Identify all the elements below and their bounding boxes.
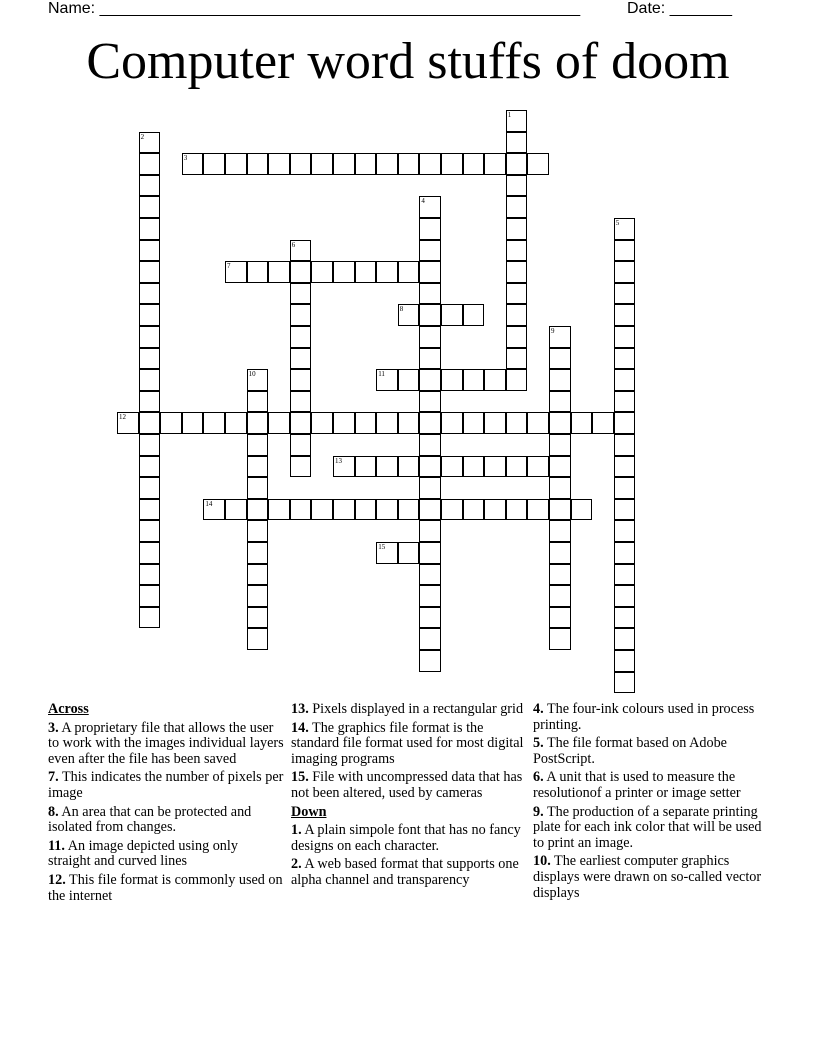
clue-item-text: A proprietary file that allows the user to work with the images individual layers even after the file has been saved xyxy=(48,719,284,767)
crossword-cell[interactable] xyxy=(290,348,312,370)
crossword-cell[interactable] xyxy=(117,412,139,434)
crossword-cell[interactable] xyxy=(247,628,269,650)
crossword-cell[interactable] xyxy=(419,369,441,391)
crossword-cell[interactable] xyxy=(419,240,441,262)
crossword-cell[interactable] xyxy=(247,542,269,564)
crossword-cell[interactable] xyxy=(571,499,593,521)
crossword-cell[interactable] xyxy=(506,412,528,434)
clue-item xyxy=(48,721,284,768)
clue-item-number: 12. xyxy=(48,871,66,888)
crossword-cell[interactable] xyxy=(592,412,614,434)
crossword-cell[interactable] xyxy=(376,456,398,478)
crossword-cell[interactable] xyxy=(398,304,420,326)
crossword-cell[interactable] xyxy=(333,153,355,175)
crossword-cell[interactable] xyxy=(614,499,636,521)
down-heading: Down xyxy=(291,803,327,820)
clue-number: 14 xyxy=(205,499,213,508)
crossword-cell[interactable] xyxy=(463,412,485,434)
crossword-cell[interactable] xyxy=(614,628,636,650)
clue-column-3 xyxy=(533,702,769,904)
crossword-cell[interactable] xyxy=(549,391,571,413)
crossword-cell[interactable] xyxy=(247,412,269,434)
crossword-cell[interactable] xyxy=(463,499,485,521)
crossword-cell[interactable] xyxy=(614,391,636,413)
clue-item-number: 10. xyxy=(533,853,551,870)
crossword-cell[interactable] xyxy=(527,499,549,521)
clue-item-text: The file format based on Adobe PostScript. xyxy=(533,735,727,767)
crossword-cell[interactable] xyxy=(419,607,441,629)
crossword-cell[interactable] xyxy=(268,261,290,283)
crossword-cell[interactable] xyxy=(376,369,398,391)
crossword-cell[interactable] xyxy=(225,499,247,521)
crossword-cell[interactable] xyxy=(160,412,182,434)
clue-number: 11 xyxy=(378,370,385,379)
crossword-cell[interactable] xyxy=(419,326,441,348)
crossword-cell[interactable] xyxy=(398,261,420,283)
crossword-cell[interactable] xyxy=(139,477,161,499)
crossword-cell[interactable] xyxy=(506,304,528,326)
crossword-cell[interactable] xyxy=(355,153,377,175)
crossword-cell[interactable] xyxy=(139,240,161,262)
crossword-cell[interactable] xyxy=(484,369,506,391)
crossword-cell[interactable] xyxy=(441,456,463,478)
crossword-cell[interactable] xyxy=(247,434,269,456)
crossword-cell[interactable] xyxy=(614,477,636,499)
crossword-cell[interactable] xyxy=(614,369,636,391)
crossword-cell[interactable] xyxy=(139,499,161,521)
crossword-cell[interactable] xyxy=(247,456,269,478)
crossword-cell[interactable] xyxy=(419,499,441,521)
crossword-cell[interactable] xyxy=(139,369,161,391)
clue-item-text: File with uncompressed data that has not been altered, used by cameras xyxy=(291,769,523,801)
header-row xyxy=(48,0,748,20)
crossword-cell[interactable] xyxy=(419,304,441,326)
clue-item-number: 5. xyxy=(533,735,544,752)
crossword-cell[interactable] xyxy=(247,585,269,607)
crossword-cell[interactable] xyxy=(333,261,355,283)
crossword-cell[interactable] xyxy=(614,412,636,434)
crossword-cell[interactable] xyxy=(614,564,636,586)
clue-number: 8 xyxy=(399,305,404,314)
clue-item-text: A web based format that supports one alpha channel and transparency xyxy=(291,856,519,888)
crossword-cell[interactable] xyxy=(614,542,636,564)
crossword-cell[interactable] xyxy=(376,153,398,175)
crossword-cell[interactable] xyxy=(398,153,420,175)
crossword-cell[interactable] xyxy=(614,520,636,542)
crossword-cell[interactable] xyxy=(139,304,161,326)
name-field-label[interactable]: Name: ______________________________________________________ xyxy=(48,0,581,17)
crossword-cell[interactable] xyxy=(614,672,636,694)
crossword-cell[interactable] xyxy=(311,412,333,434)
clue-item-text: This indicates the number of pixels per image xyxy=(48,769,284,801)
crossword-cell[interactable] xyxy=(506,175,528,197)
crossword-cell[interactable] xyxy=(506,499,528,521)
clue-number: 9 xyxy=(551,327,555,335)
clue-number: 2 xyxy=(140,132,145,141)
crossword-cell[interactable] xyxy=(419,456,441,478)
crossword-cell[interactable] xyxy=(506,283,528,305)
clue-item-number: 15. xyxy=(291,769,309,786)
crossword-cell[interactable] xyxy=(290,391,312,413)
crossword-cell[interactable] xyxy=(484,412,506,434)
crossword-cell[interactable] xyxy=(419,348,441,370)
crossword-cell[interactable] xyxy=(311,499,333,521)
crossword-cell[interactable] xyxy=(419,391,441,413)
crossword-cell[interactable] xyxy=(247,499,269,521)
clue-item xyxy=(533,702,769,733)
crossword-cell[interactable] xyxy=(614,326,636,348)
crossword-cell[interactable] xyxy=(247,477,269,499)
crossword-cell[interactable] xyxy=(506,348,528,370)
crossword-cell[interactable] xyxy=(290,456,312,478)
crossword-cell[interactable] xyxy=(419,585,441,607)
crossword-cell[interactable] xyxy=(139,456,161,478)
crossword-cell[interactable] xyxy=(441,304,463,326)
crossword-cell[interactable] xyxy=(290,369,312,391)
crossword-cell[interactable] xyxy=(139,542,161,564)
crossword-cell[interactable] xyxy=(419,564,441,586)
crossword-cell[interactable] xyxy=(139,153,161,175)
crossword-cell[interactable] xyxy=(441,369,463,391)
crossword-cell[interactable] xyxy=(225,412,247,434)
crossword-cell[interactable] xyxy=(419,283,441,305)
clue-item-text: An area that can be protected and isolated from changes. xyxy=(48,803,252,836)
crossword-cell[interactable] xyxy=(549,477,571,499)
crossword-cell[interactable] xyxy=(139,326,161,348)
crossword-cell[interactable] xyxy=(333,499,355,521)
clue-item-text: The graphics file format is the standard file format used for most digital imaging programs xyxy=(291,719,524,767)
crossword-cell[interactable] xyxy=(376,412,398,434)
date-field-label[interactable]: Date: _______ xyxy=(627,0,732,17)
clue-item-text: Pixels displayed in a rectangular grid xyxy=(312,701,524,717)
clue-number: 13 xyxy=(335,456,342,465)
crossword-cell[interactable] xyxy=(549,607,571,629)
crossword-cell[interactable] xyxy=(333,412,355,434)
crossword-cell[interactable] xyxy=(139,434,161,456)
clue-number: 7 xyxy=(227,262,231,271)
crossword-cell[interactable] xyxy=(139,261,161,283)
crossword-cell[interactable] xyxy=(290,240,312,262)
crossword-cell[interactable] xyxy=(549,434,571,456)
page-title: Computer word stuffs of doom xyxy=(86,33,730,90)
crossword-cell[interactable] xyxy=(290,434,312,456)
crossword-cell[interactable] xyxy=(441,412,463,434)
crossword-cell[interactable] xyxy=(549,628,571,650)
crossword-cell[interactable] xyxy=(614,348,636,370)
crossword-cell[interactable] xyxy=(268,153,290,175)
crossword-cell[interactable] xyxy=(355,499,377,521)
crossword-cell[interactable] xyxy=(290,499,312,521)
crossword-cell[interactable] xyxy=(247,369,269,391)
clue-item-number: 9. xyxy=(533,803,544,820)
crossword-cell[interactable] xyxy=(441,153,463,175)
crossword-cell[interactable] xyxy=(506,153,528,175)
crossword-cell[interactable] xyxy=(268,412,290,434)
clue-item xyxy=(48,805,284,836)
crossword-cell[interactable] xyxy=(419,628,441,650)
clue-item-text: A unit that is used to measure the resolutionof a printer or image setter xyxy=(533,769,741,801)
crossword-cell[interactable] xyxy=(355,261,377,283)
crossword-cell[interactable] xyxy=(311,153,333,175)
crossword-cell[interactable] xyxy=(376,261,398,283)
crossword-cell[interactable] xyxy=(139,564,161,586)
crossword-cell[interactable] xyxy=(355,412,377,434)
crossword-cell[interactable] xyxy=(139,283,161,305)
clue-item-text: An image depicted using only straight and curved lines xyxy=(48,837,238,870)
crossword-cell[interactable] xyxy=(333,456,355,478)
clue-number: 15 xyxy=(378,543,386,551)
crossword-cell[interactable] xyxy=(203,412,225,434)
clue-item-text: This file format is commonly used on the internet xyxy=(48,871,283,904)
crossword-cell[interactable] xyxy=(139,391,161,413)
crossword-cell[interactable] xyxy=(506,240,528,262)
crossword-cell[interactable] xyxy=(506,132,528,154)
crossword-cell[interactable] xyxy=(419,434,441,456)
crossword-cell[interactable] xyxy=(614,283,636,305)
crossword-cell[interactable] xyxy=(290,326,312,348)
crossword-cell[interactable] xyxy=(355,456,377,478)
crossword-cell[interactable] xyxy=(506,110,528,132)
crossword-cell[interactable] xyxy=(527,153,549,175)
clue-item-number: 8. xyxy=(48,803,59,820)
clue-item xyxy=(48,770,284,801)
crossword-cell[interactable] xyxy=(506,456,528,478)
crossword-cell[interactable] xyxy=(290,153,312,175)
crossword-cell[interactable] xyxy=(376,499,398,521)
crossword-cell[interactable] xyxy=(225,261,247,283)
crossword-cell[interactable] xyxy=(549,499,571,521)
clue-item-text: The production of a separate printing plate for each ink color that will be used to print an image. xyxy=(533,803,762,851)
clue-item-text: The earliest computer graphics displays were drawn on so-called vector displays xyxy=(533,853,762,901)
crossword-cell[interactable] xyxy=(311,261,333,283)
crossword-cell[interactable] xyxy=(419,520,441,542)
clue-item xyxy=(291,702,527,718)
clue-item xyxy=(291,857,527,888)
crossword-cell[interactable] xyxy=(247,153,269,175)
crossword-cell[interactable] xyxy=(614,304,636,326)
crossword-cell[interactable] xyxy=(419,412,441,434)
crossword-cell[interactable] xyxy=(247,391,269,413)
clue-number: 5 xyxy=(615,219,620,227)
crossword-cell[interactable] xyxy=(139,348,161,370)
clue-item-number: 6. xyxy=(533,769,544,786)
clue-column-1 xyxy=(48,702,284,907)
crossword-cell[interactable] xyxy=(506,326,528,348)
crossword-cell[interactable] xyxy=(614,240,636,262)
crossword-cell[interactable] xyxy=(247,261,269,283)
across-heading: Across xyxy=(48,701,89,717)
crossword-cell[interactable] xyxy=(225,153,247,175)
crossword-cell[interactable] xyxy=(268,499,290,521)
clue-item xyxy=(291,721,527,768)
crossword-cell[interactable] xyxy=(290,261,312,283)
crossword-cell[interactable] xyxy=(614,218,636,240)
crossword-cell[interactable] xyxy=(419,477,441,499)
crossword-cell[interactable] xyxy=(139,412,161,434)
crossword-cell[interactable] xyxy=(139,218,161,240)
clue-number: 1 xyxy=(507,111,512,119)
crossword-cell[interactable] xyxy=(549,585,571,607)
crossword-cell[interactable] xyxy=(139,520,161,542)
crossword-cell[interactable] xyxy=(527,456,549,478)
clue-item xyxy=(48,873,284,904)
crossword-cell[interactable] xyxy=(247,520,269,542)
crossword-cell[interactable] xyxy=(182,412,204,434)
crossword-cell[interactable] xyxy=(549,326,571,348)
crossword-cell[interactable] xyxy=(419,542,441,564)
crossword-cell[interactable] xyxy=(614,261,636,283)
crossword-cell[interactable] xyxy=(139,196,161,218)
clue-number: 12 xyxy=(119,413,126,422)
clue-item xyxy=(48,839,284,870)
crossword-cell[interactable] xyxy=(506,196,528,218)
crossword-cell[interactable] xyxy=(203,153,225,175)
clue-item-number: 2. xyxy=(291,856,302,873)
crossword-cell[interactable] xyxy=(549,348,571,370)
crossword-cell[interactable] xyxy=(398,542,420,564)
crossword-cell[interactable] xyxy=(419,153,441,175)
crossword-cell[interactable] xyxy=(419,261,441,283)
clue-number: 6 xyxy=(291,240,296,249)
crossword-cell[interactable] xyxy=(614,456,636,478)
crossword-cell[interactable] xyxy=(506,369,528,391)
crossword-cell[interactable] xyxy=(398,456,420,478)
clue-number: 4 xyxy=(421,197,425,206)
crossword-cell[interactable] xyxy=(290,412,312,434)
clue-item-text: The four-ink colours used in process printing. xyxy=(533,701,755,733)
crossword-cell[interactable] xyxy=(549,412,571,434)
clue-item-number: 3. xyxy=(48,719,59,736)
clue-item xyxy=(533,736,769,767)
clue-item-number: 11. xyxy=(48,837,65,854)
crossword-cell[interactable] xyxy=(182,153,204,175)
clue-item xyxy=(533,854,769,901)
crossword-cell[interactable] xyxy=(398,412,420,434)
crossword-cell[interactable] xyxy=(527,412,549,434)
crossword-cell[interactable] xyxy=(614,434,636,456)
clue-item-number: 13. xyxy=(291,701,309,717)
clue-item xyxy=(533,770,769,801)
crossword-cell[interactable] xyxy=(398,499,420,521)
crossword-cell[interactable] xyxy=(614,585,636,607)
crossword-cell[interactable] xyxy=(247,564,269,586)
clue-item-number: 1. xyxy=(291,822,302,839)
crossword-cell[interactable] xyxy=(549,564,571,586)
crossword-cell[interactable] xyxy=(139,585,161,607)
crossword-cell[interactable] xyxy=(139,132,161,154)
crossword-cell[interactable] xyxy=(549,542,571,564)
crossword-cell[interactable] xyxy=(614,607,636,629)
clue-item xyxy=(291,770,527,801)
crossword-cell[interactable] xyxy=(484,499,506,521)
clue-item xyxy=(533,805,769,852)
clue-item-number: 14. xyxy=(291,719,309,736)
crossword-cell[interactable] xyxy=(549,456,571,478)
crossword-cell[interactable] xyxy=(506,261,528,283)
crossword-cell[interactable] xyxy=(463,304,485,326)
crossword-cell[interactable] xyxy=(549,520,571,542)
clue-item-number: 4. xyxy=(533,701,544,717)
crossword-cell[interactable] xyxy=(290,283,312,305)
crossword-cell[interactable] xyxy=(203,499,225,521)
crossword-cell[interactable] xyxy=(463,153,485,175)
clue-number: 3 xyxy=(183,154,188,163)
crossword-cell[interactable] xyxy=(484,153,506,175)
crossword-cell[interactable] xyxy=(506,218,528,240)
crossword-cell[interactable] xyxy=(247,607,269,629)
crossword-cell[interactable] xyxy=(419,650,441,672)
crossword-cell[interactable] xyxy=(290,304,312,326)
crossword-cell[interactable] xyxy=(463,456,485,478)
crossword-cell[interactable] xyxy=(376,542,398,564)
clue-item-text: A plain simpole font that has no fancy designs on each character. xyxy=(291,822,521,854)
crossword-cell[interactable] xyxy=(614,650,636,672)
crossword-cell[interactable] xyxy=(571,412,593,434)
crossword-cell[interactable] xyxy=(419,218,441,240)
crossword-cell[interactable] xyxy=(419,196,441,218)
clue-column-2 xyxy=(291,702,527,892)
crossword-cell[interactable] xyxy=(139,607,161,629)
clue-item-number: 7. xyxy=(48,769,59,786)
crossword-cell[interactable] xyxy=(441,499,463,521)
crossword-cell[interactable] xyxy=(139,175,161,197)
crossword-cell[interactable] xyxy=(463,369,485,391)
clue-number: 10 xyxy=(248,370,256,379)
crossword-cell[interactable] xyxy=(484,456,506,478)
clue-item xyxy=(291,823,527,854)
crossword-cell[interactable] xyxy=(549,369,571,391)
crossword-cell[interactable] xyxy=(398,369,420,391)
